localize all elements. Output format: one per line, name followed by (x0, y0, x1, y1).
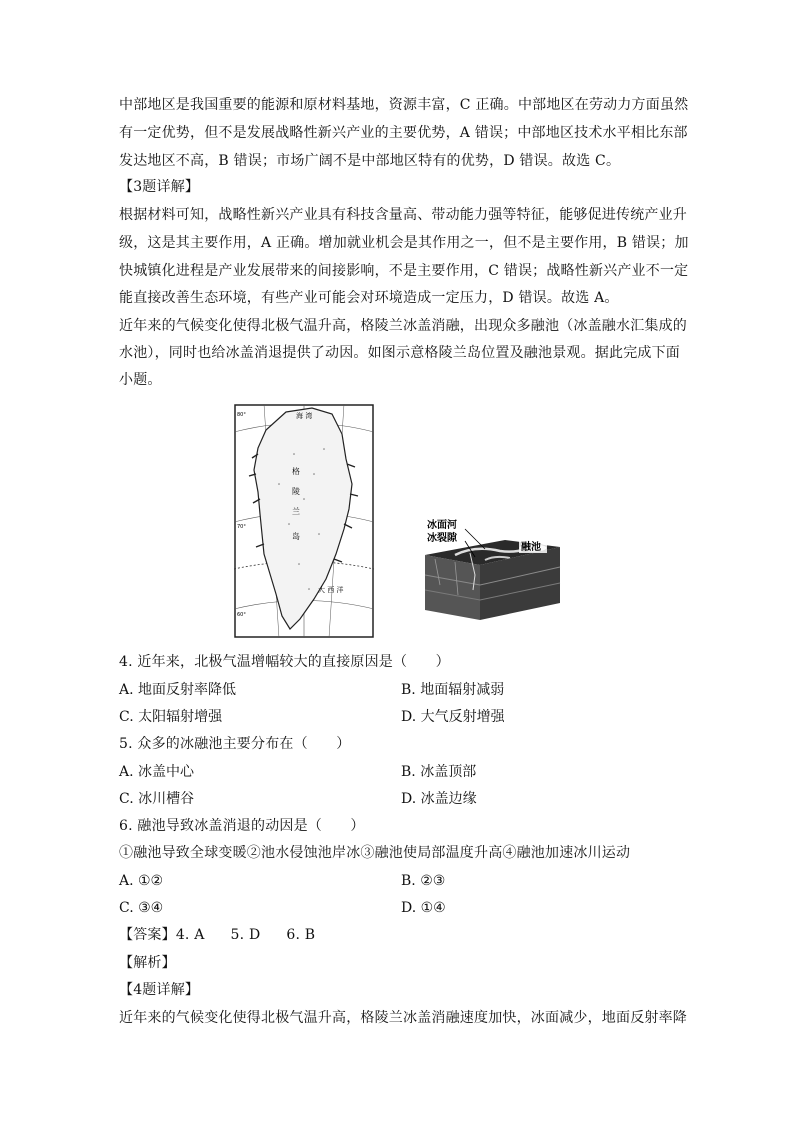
text-line: 根据材料可知，战略性新兴产业具有科技含量高、带动能力强等特征，能够促进传统产业升 (119, 207, 687, 223)
option-d: D. 大气反射增强 (401, 709, 505, 725)
answer-item: 6. B (286, 927, 316, 943)
option-c: C. ③④ (119, 900, 164, 916)
option-d: D. 冰盖边缘 (401, 791, 477, 807)
greenland-map (234, 404, 374, 638)
question-stem: 4. 近年来，北极气温增幅较大的直接原因是（ ） (119, 654, 450, 670)
map-label-lan: 兰 (292, 507, 300, 516)
option-b: B. ②③ (401, 873, 446, 889)
text-line: 能直接改善生态环境，有些产业可能会对环境造成一定压力，D 错误。故选 A。 (119, 290, 619, 306)
label-crevasse: 冰裂隙 (427, 533, 457, 544)
map-label-ge: 格 (292, 467, 300, 476)
text-line: 级，这是其主要作用，A 正确。增加就业机会是其作用之一，但不是主要作用，B 错误；加 (119, 235, 689, 251)
option-c: C. 冰川槽谷 (119, 791, 195, 807)
map-label-ocean: 大 西 洋 (318, 586, 344, 594)
label-glacier-river: 冰面河 (427, 520, 457, 531)
section-heading: 【4题详解】 (119, 982, 200, 998)
text-line: 有一定优势，但不是发展战略性新兴产业的主要优势，A 错误；中部地区技术水平相比东部 (119, 125, 688, 141)
option-d: D. ①④ (401, 900, 446, 916)
section-heading: 【3题详解】 (119, 179, 200, 195)
answer-item: 5. D (230, 927, 261, 943)
answer-label: 【答案】 (119, 927, 176, 943)
label-melt-pool: 融池 (521, 542, 541, 553)
option-a: A. 地面反射率降低 (119, 682, 237, 698)
map-label-top: 海 湾 (296, 412, 313, 420)
option-b: B. 冰盖顶部 (401, 764, 477, 780)
map-label-lat60: 60° (237, 612, 246, 618)
map-label-ling: 陵 (292, 487, 300, 496)
text-line: 快城镇化进程是产业发展带来的间接影响，不是主要作用，C 错误；战略性新兴产业不一定 (119, 263, 689, 279)
greenland-map-figure (234, 404, 374, 638)
option-a: A. 冰盖中心 (119, 764, 195, 780)
option-b: B. 地面辐射减弱 (401, 682, 505, 698)
map-label-lat80: 80° (237, 412, 246, 418)
option-a: A. ①② (119, 873, 164, 889)
answer-line (119, 925, 315, 945)
text-line: 近年来的气候变化使得北极气温升高，格陵兰冰盖消融速度加快，冰面减少，地面反射率降 (119, 1010, 687, 1026)
analysis-label: 【解析】 (119, 955, 176, 971)
map-label-dao: 岛 (292, 532, 300, 541)
option-c: C. 太阳辐射增强 (119, 709, 223, 725)
text-line: 近年来的气候变化使得北极气温升高，格陵兰冰盖消融，出现众多融池（冰盖融水汇集成的 (119, 318, 687, 334)
question-stem: 6. 融池导致冰盖消退的动因是（ ） (119, 818, 365, 834)
melt-pool-diagram (415, 515, 565, 623)
text-line: 中部地区是我国重要的能源和原材料基地，资源丰富，C 正确。中部地区在劳动力方面虽然 (119, 97, 689, 113)
text-line: 小题。 (119, 372, 162, 388)
question-statement: ①融池导致全球变暖②池水侵蚀池岸冰③融池使局部温度升高④融池加速冰川运动 (119, 845, 631, 861)
melt-pool-figure (415, 515, 565, 623)
text-line: 发达地区不高，B 错误；市场广阔不是中部地区特有的优势，D 错误。故选 C。 (119, 153, 621, 169)
map-label-lat70: 70° (237, 524, 246, 530)
question-stem: 5. 众多的冰融池主要分布在（ ） (119, 736, 351, 752)
text-line: 水池），同时也给冰盖消退提供了动因。如图示意格陵兰岛位置及融池景观。据此完成下面 (119, 345, 680, 361)
answer-item: 4. A (175, 927, 205, 943)
